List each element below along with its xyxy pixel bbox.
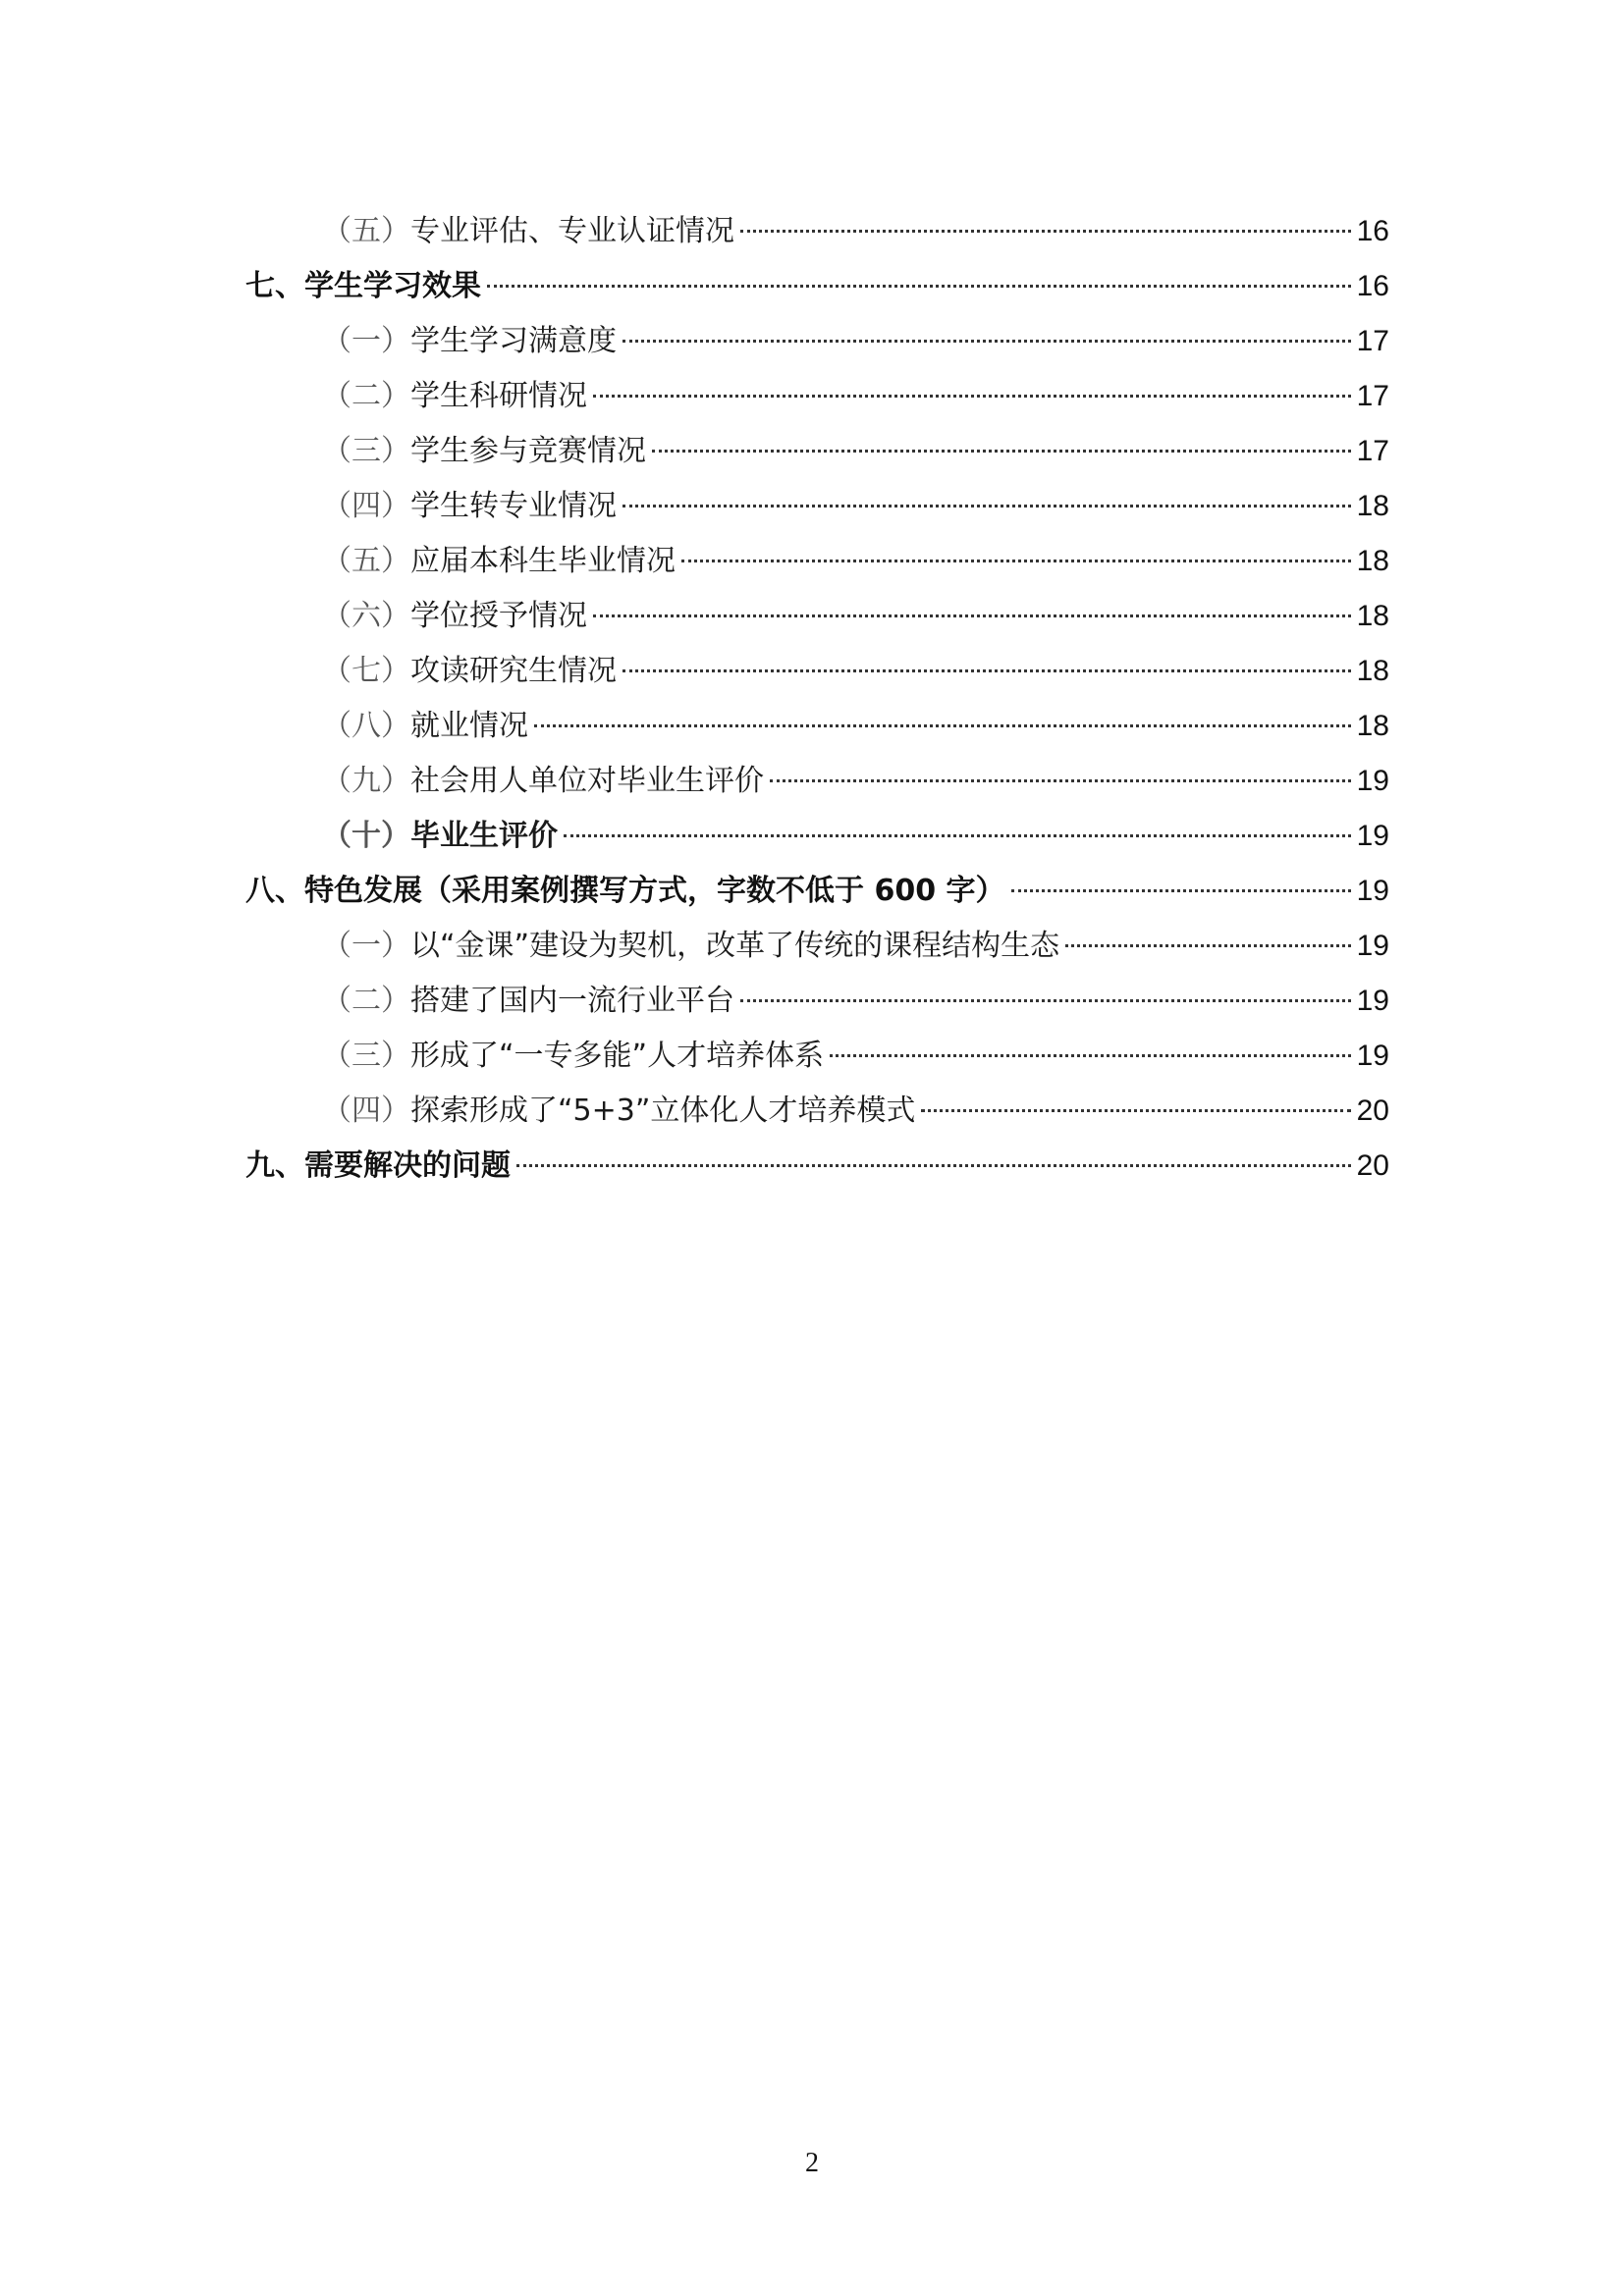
toc-entry-page: 20 [1356, 1095, 1389, 1127]
toc-entry-page: 19 [1356, 875, 1389, 907]
toc-dot-leader [534, 724, 1351, 727]
toc-entry-title [322, 479, 617, 534]
toc-entry-number: （三） [322, 1039, 410, 1073]
toc-entry-number: （四） [322, 489, 410, 523]
toc-entry-page: 18 [1356, 655, 1389, 687]
toc-entry-number: 九、 [245, 1148, 304, 1183]
toc-dot-leader [681, 560, 1351, 562]
toc-entry[interactable] [245, 644, 1389, 699]
toc-entry[interactable] [245, 314, 1389, 369]
toc-dot-leader [623, 505, 1351, 507]
toc-dot-leader [740, 230, 1351, 233]
toc-dot-leader [740, 999, 1351, 1002]
toc-dot-leader [830, 1054, 1351, 1057]
toc-entry-title [322, 919, 1059, 974]
toc-entry-title [322, 699, 528, 754]
toc-entry-number: （七） [322, 654, 410, 688]
toc-entry-number: （九） [322, 764, 410, 798]
toc-entry[interactable] [245, 1029, 1389, 1084]
toc-entry-text: 以“金课”建设为契机，改革了传统的课程结构生态 [410, 929, 1060, 963]
toc-entry[interactable] [245, 699, 1389, 754]
toc-entry-number: （二） [322, 379, 410, 413]
toc-entry[interactable] [245, 754, 1389, 809]
toc-entry-text: 需要解决的问题 [304, 1148, 511, 1183]
toc-entry[interactable] [245, 424, 1389, 479]
toc-dot-leader [770, 779, 1351, 782]
toc-dot-leader [487, 285, 1351, 288]
toc-entry-number: （四） [322, 1094, 410, 1128]
toc-entry-page: 19 [1356, 985, 1389, 1017]
toc-entry-text: 探索形成了“5+3”立体化人才培养模式 [410, 1094, 916, 1128]
toc-entry-text: 特色发展（采用案例撰写方式，字数不低于 600 字） [304, 874, 1005, 908]
toc-entry-page: 16 [1356, 215, 1389, 247]
toc-entry[interactable] [245, 369, 1389, 424]
toc-entry-title [322, 809, 558, 864]
toc-entry[interactable] [245, 864, 1389, 919]
toc-entry-title [245, 864, 1005, 919]
toc-entry-number: （一） [322, 929, 410, 963]
toc-entry-title [322, 1084, 915, 1139]
toc-entry-title [245, 1139, 511, 1194]
toc-entry-number: 七、 [245, 269, 304, 303]
toc-entry-number: （五） [322, 214, 410, 248]
toc-entry-title [322, 644, 617, 699]
toc-entry-page: 19 [1356, 1040, 1389, 1072]
toc-entry-text: 毕业生评价 [410, 819, 558, 853]
toc-entry-page: 19 [1356, 820, 1389, 852]
toc-entry-number: （五） [322, 544, 410, 578]
toc-entry-page: 18 [1356, 545, 1389, 577]
toc-entry[interactable] [245, 204, 1389, 259]
toc-entry-text: 社会用人单位对毕业生评价 [410, 764, 764, 798]
toc-dot-leader [623, 669, 1351, 672]
toc-entry-number: （八） [322, 709, 410, 743]
toc-entry-page: 18 [1356, 600, 1389, 632]
toc-entry[interactable] [245, 1139, 1389, 1194]
toc-entry-number: （二） [322, 984, 410, 1018]
toc-entry-title [322, 424, 646, 479]
toc-entry-text: 应届本科生毕业情况 [410, 544, 676, 578]
toc-entry-number: （三） [322, 434, 410, 468]
toc-entry-text: 攻读研究生情况 [410, 654, 617, 688]
toc-entry-title [322, 1029, 824, 1084]
toc-entry-text: 学生学习满意度 [410, 324, 617, 358]
toc-entry[interactable] [245, 974, 1389, 1029]
toc-dot-leader [623, 340, 1351, 343]
toc-entry-page: 17 [1356, 435, 1389, 467]
toc-entry-text: 学生学习效果 [304, 269, 481, 303]
toc-entry-title [322, 369, 587, 424]
toc-entry[interactable] [245, 259, 1389, 314]
toc-entry[interactable] [245, 1084, 1389, 1139]
toc-entry-number: （十） [322, 819, 410, 853]
toc-entry[interactable] [245, 534, 1389, 589]
toc-dot-leader [921, 1109, 1350, 1112]
toc-entry-page: 17 [1356, 325, 1389, 357]
toc-entry-number: （六） [322, 599, 410, 633]
toc-entry-text: 学生科研情况 [410, 379, 587, 413]
toc-dot-leader [652, 450, 1351, 453]
toc-entry[interactable] [245, 809, 1389, 864]
toc-entry-text: 形成了“一专多能”人才培养体系 [410, 1039, 825, 1073]
toc-entry-title [322, 974, 734, 1029]
toc-entry-text: 学生转专业情况 [410, 489, 617, 523]
toc-entry-title [322, 589, 587, 644]
toc-entry-number: （一） [322, 324, 410, 358]
toc-entry[interactable] [245, 589, 1389, 644]
toc-dot-leader [593, 395, 1351, 398]
toc-entry-text: 搭建了国内一流行业平台 [410, 984, 734, 1018]
page-number: 2 [805, 2148, 819, 2178]
toc-entry[interactable] [245, 919, 1389, 974]
toc-entry-page: 18 [1356, 710, 1389, 742]
toc-entry-title [245, 259, 481, 314]
toc-entry-text: 学生参与竞赛情况 [410, 434, 646, 468]
toc-entry-page: 18 [1356, 490, 1389, 522]
toc-entry-page: 20 [1356, 1149, 1389, 1182]
toc-dot-leader [1011, 889, 1351, 892]
toc-entry-text: 学位授予情况 [410, 599, 587, 633]
toc-dot-leader [593, 614, 1351, 617]
toc-entry-title [322, 534, 676, 589]
toc-entry-page: 16 [1356, 270, 1389, 302]
toc-entry-page: 17 [1356, 380, 1389, 412]
toc-entry-title [322, 204, 734, 259]
table-of-contents [245, 204, 1389, 1194]
toc-entry-title [322, 314, 617, 369]
toc-dot-leader [564, 834, 1351, 837]
toc-entry-page: 19 [1356, 930, 1389, 962]
toc-entry-page: 19 [1356, 765, 1389, 797]
toc-dot-leader [1065, 944, 1351, 947]
toc-entry-text: 专业评估、专业认证情况 [410, 214, 734, 248]
toc-dot-leader [516, 1164, 1351, 1167]
toc-entry-text: 就业情况 [410, 709, 528, 743]
toc-entry-number: 八、 [245, 874, 304, 908]
toc-entry[interactable] [245, 479, 1389, 534]
toc-entry-title [322, 754, 764, 809]
